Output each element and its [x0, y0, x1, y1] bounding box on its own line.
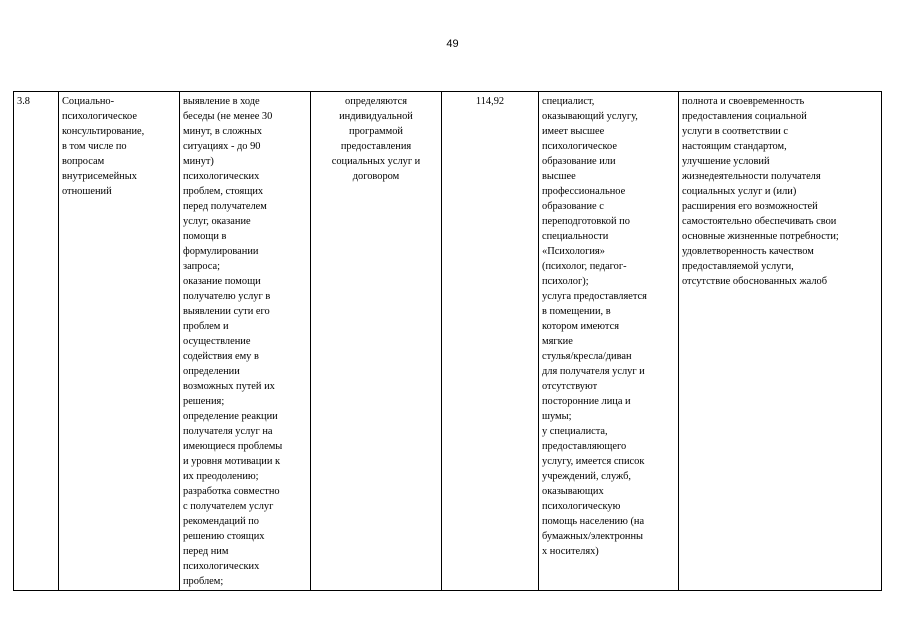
- service-name-cell: Социально- психологическое консультирование, в том числе по вопросам внутрисемейных отношений: [59, 92, 180, 591]
- page-number: 49: [446, 38, 459, 50]
- service-standard-table: [13, 91, 882, 591]
- service-terms-cell: определяются индивидуальной программой предоставления социальных услуг и договором: [311, 92, 442, 591]
- row-number-cell: 3.8: [14, 92, 59, 591]
- service-conditions-cell: специалист, оказывающий услугу, имеет высшее психологическое образование или высшее профессиональное образование с переподготовкой по специальности «Психология» (психолог, педагог- психолог); услуга предоставляется в помещении, в котором имеются мягкие стулья/кресла/диван для получателя услуг и отсутствуют посторонние лица и шумы; у специалиста, предоставляющего услугу, имеется список учреждений, служб, оказывающих психологическую помощь населению (на бумажных/электронны х носителях): [539, 92, 679, 591]
- service-content-cell: выявление в ходе беседы (не менее 30 минут, в сложных ситуациях - до 90 минут) психологических проблем, стоящих перед получателем услуг, оказание помощи в формулировании запроса; оказание помощи получателю услуг в выявлении сути его проблем и осуществление содействия ему в определении возможных путей их решения; определение реакции получателя услуг на имеющиеся проблемы и уровня мотивации к их преодолению; разработка совместно с получателем услуг рекомендаций по решению стоящих перед ним психологических проблем;: [180, 92, 311, 591]
- tariff-cell: 114,92: [442, 92, 539, 591]
- quality-indicators-cell: полнота и своевременность предоставления социальной услуги в соответствии с настоящим стандартом, улучшение условий жизнедеятельности получателя социальных услуг и (или) расширения его возможностей самостоятельно обеспечивать свои основные жизненные потребности; удовлетворенность качеством предоставляемой услуги, отсутствие обоснованных жалоб: [679, 92, 882, 591]
- table-row: [14, 92, 882, 591]
